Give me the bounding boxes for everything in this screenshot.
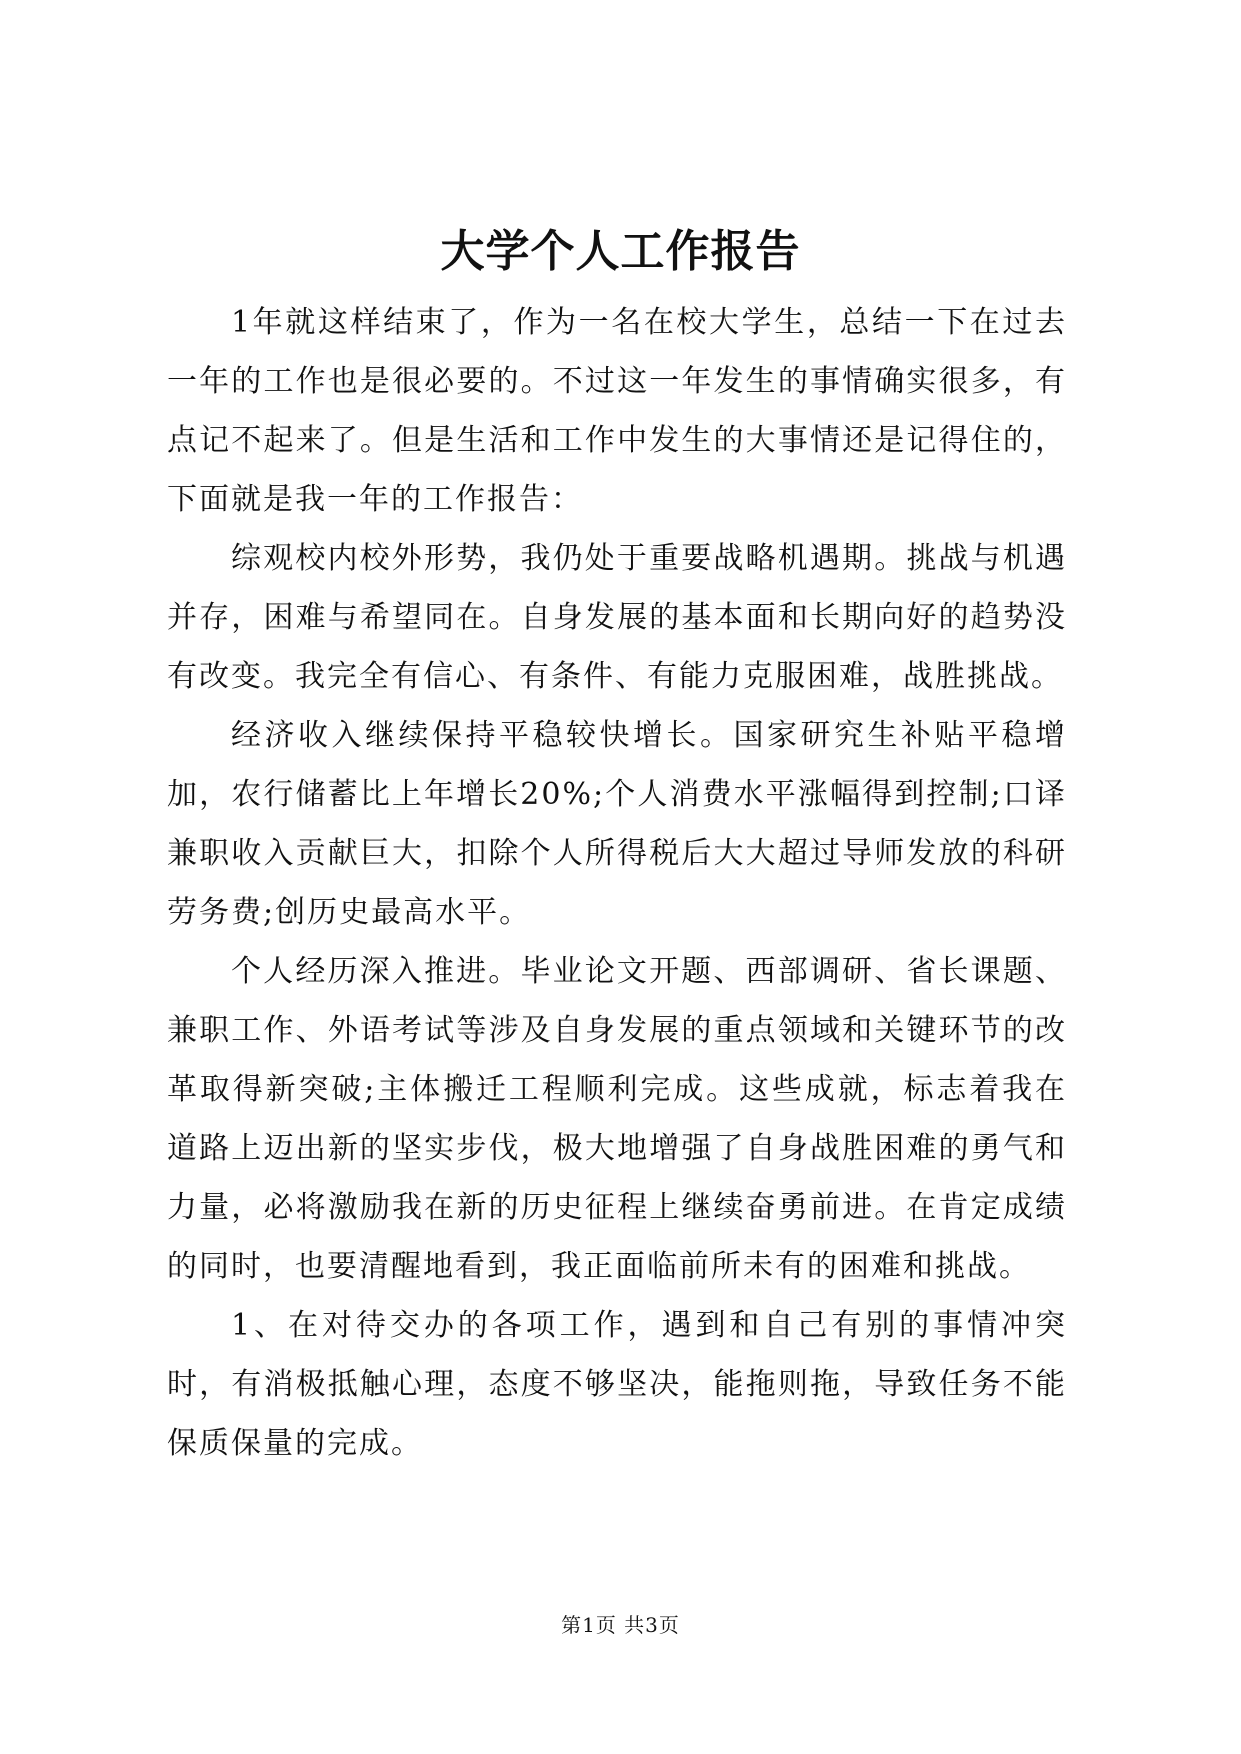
document-body — [167, 293, 1067, 1473]
paragraph-1: 1年就这样结束了，作为一名在校大学生，总结一下在过去一年的工作也是很必要的。不过这一年发生的事情确实很多，有点记不起来了。但是生活和工作中发生的大事情还是记得住的，下面就是我一年的工作报告： — [167, 305, 1067, 517]
page-number-footer: 第1页 共3页 — [561, 1613, 680, 1637]
paragraph-3: 经济收入继续保持平稳较快增长。国家研究生补贴平稳增加，农行储蓄比上年增长20%;个人消费水平涨幅得到控制;口译兼职收入贡献巨大，扣除个人所得税后大大超过导师发放的科研劳务费;创历史最高水平。 — [167, 718, 1067, 930]
paragraph-5: 1、在对待交办的各项工作，遇到和自己有别的事情冲突时，有消极抵触心理，态度不够坚决，能拖则拖，导致任务不能保质保量的完成。 — [167, 1308, 1067, 1461]
paragraph-4: 个人经历深入推进。毕业论文开题、西部调研、省长课题、兼职工作、外语考试等涉及自身发展的重点领域和关键环节的改革取得新突破;主体搬迁工程顺利完成。这些成就，标志着我在道路上迈出新的坚实步伐，极大地增强了自身战胜困难的勇气和力量，必将激励我在新的历史征程上继续奋勇前进。在肯定成绩的同时，也要清醒地看到，我正面临前所未有的困难和挑战。 — [167, 954, 1067, 1284]
paragraph-2: 综观校内校外形势，我仍处于重要战略机遇期。挑战与机遇并存，困难与希望同在。自身发展的基本面和长期向好的趋势没有改变。我完全有信心、有条件、有能力克服困难，战胜挑战。 — [167, 541, 1067, 694]
document-title: 大学个人工作报告 — [440, 226, 801, 277]
